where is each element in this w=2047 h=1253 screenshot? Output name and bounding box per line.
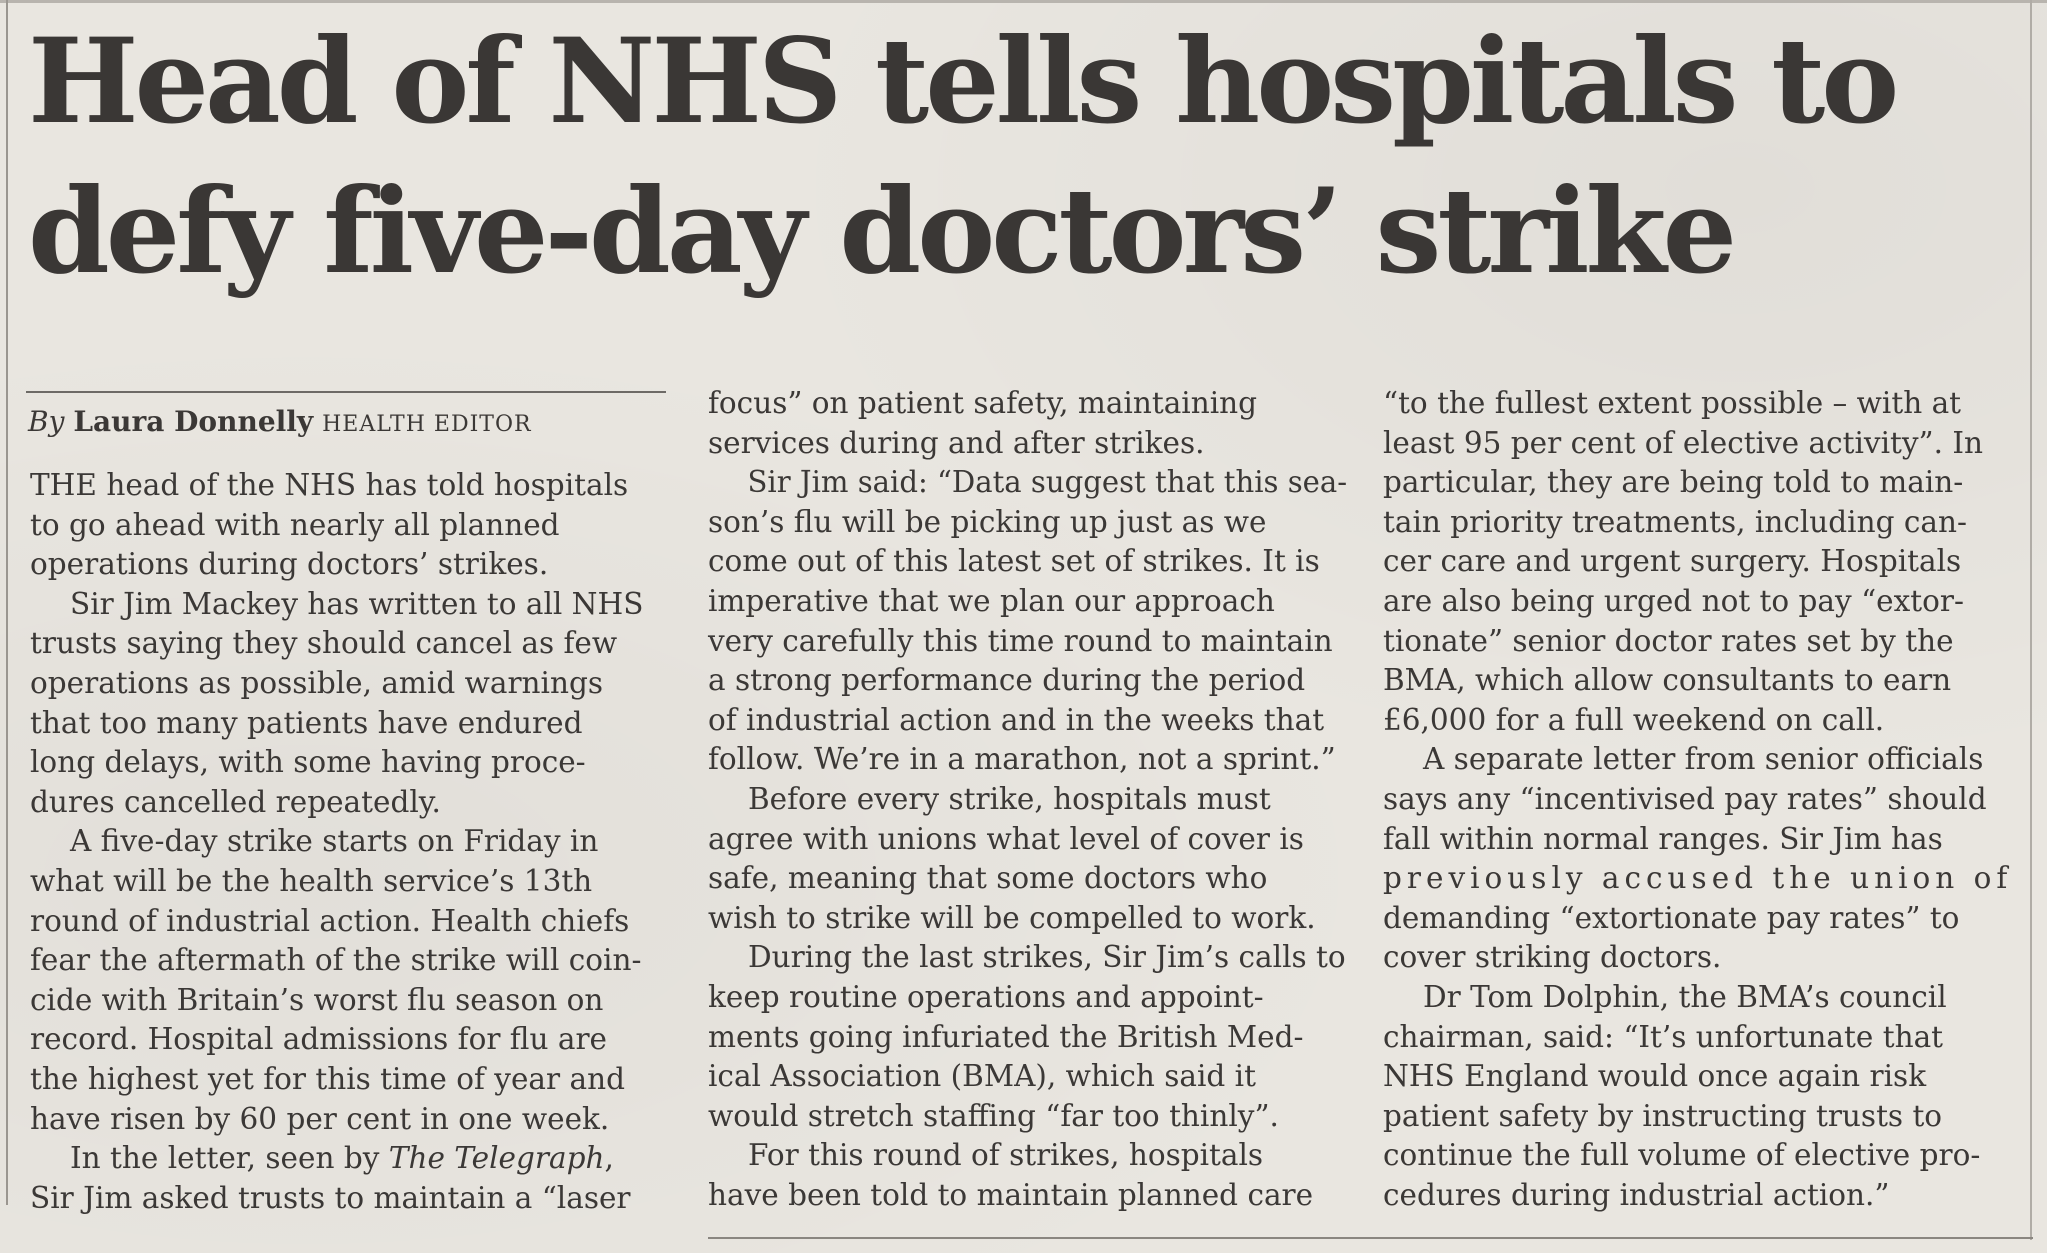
column-line: NHS England would once again risk — [1383, 1059, 1927, 1094]
column-line: to go ahead with nearly all planned — [30, 507, 560, 542]
column-line: the highest yet for this time of year and — [30, 1061, 625, 1096]
column-line: particular, they are being told to main- — [1383, 465, 1964, 500]
article-column-3 — [1383, 384, 2023, 1215]
telegraph-pre: In the letter, seen by — [70, 1141, 389, 1176]
left-column-rule — [6, 0, 8, 1205]
article-column-2 — [708, 384, 1348, 1215]
column-line: THE head of the NHS has told hospitals — [30, 468, 629, 502]
column-line: Sir Jim Mackey has written to all NHS — [70, 586, 644, 621]
bottom-rule — [708, 1237, 2033, 1239]
column-line: previously accused the union of — [1383, 861, 2013, 896]
byline-by: By — [28, 405, 65, 438]
column-line: would stretch staffing “far too thinly”. — [708, 1098, 1279, 1133]
column-line: operations during doctors’ strikes. — [30, 547, 549, 582]
article-column-1 — [30, 466, 670, 1218]
column-line: follow. We’re in a marathon, not a sprint.” — [708, 742, 1336, 777]
column-line: that too many patients have endured — [30, 705, 583, 740]
column-line: Before every strike, hospitals must — [748, 781, 1271, 816]
column-line: chairman, said: “It’s unfortunate that — [1383, 1019, 1944, 1054]
byline-rule — [26, 391, 666, 393]
column-line: tionate” senior doctor rates set by the — [1383, 623, 1954, 658]
column-line: wish to strike will be compelled to work. — [708, 900, 1316, 935]
column-line: are also being urged not to pay “extor- — [1383, 583, 1964, 618]
column-line: of industrial action and in the weeks that — [708, 702, 1325, 737]
column-line: trusts saying they should cancel as few — [30, 626, 618, 661]
column-line: During the last strikes, Sir Jim’s calls to — [748, 940, 1346, 975]
column-line: cide with Britain’s worst flu season on — [30, 982, 604, 1017]
top-rule — [0, 0, 2047, 3]
column-line: Sir Jim asked trusts to maintain a “laser — [30, 1180, 631, 1215]
column-line: patient safety by instructing trusts to — [1383, 1098, 1943, 1133]
column-line: dures cancelled repeatedly. — [30, 784, 441, 819]
column-line: what will be the health service’s 13th — [30, 863, 593, 898]
headline — [28, 6, 2018, 306]
column-line: agree with unions what level of cover is — [708, 821, 1304, 856]
column-line: cedures during industrial action.” — [1383, 1177, 1890, 1212]
column-line: Dr Tom Dolphin, the BMA’s council — [1423, 979, 1947, 1014]
column-line: continue the full volume of elective pro- — [1383, 1138, 1981, 1173]
column-line: services during and after strikes. — [708, 425, 1205, 460]
column-line: operations as possible, amid warnings — [30, 665, 604, 700]
column-line: fear the aftermath of the strike will coin- — [30, 943, 642, 978]
byline — [28, 402, 678, 445]
byline-author: Laura Donnelly — [73, 405, 314, 438]
column-line: ments going infuriated the British Med- — [708, 1019, 1304, 1054]
column-line: have been told to maintain planned care — [708, 1177, 1314, 1212]
column-line: “to the fullest extent possible – with at — [1383, 386, 1962, 420]
column-line: cer care and urgent surgery. Hospitals — [1383, 544, 1962, 579]
column-line: A five-day strike starts on Friday in — [70, 824, 599, 859]
column-line: tain priority treatments, including can- — [1383, 504, 1967, 539]
column-line: Sir Jim said: “Data suggest that this sea- — [747, 465, 1348, 500]
column-line: come out of this latest set of strikes. It is — [708, 544, 1320, 579]
column-line: safe, meaning that some doctors who — [708, 861, 1268, 896]
column-line: have risen by 60 per cent in one week. — [30, 1101, 610, 1136]
column-line: says any “incentivised pay rates” should — [1383, 781, 1987, 816]
column-line: fall within normal ranges. Sir Jim has — [1383, 821, 1943, 856]
column-line: cover striking doctors. — [1383, 940, 1722, 975]
column-line: ical Association (BMA), which said it — [708, 1059, 1256, 1094]
headline-line-2: defy five-day doctors’ strike — [28, 162, 1734, 300]
column-line: record. Hospital admissions for flu are — [30, 1022, 608, 1057]
right-column-rule — [2030, 0, 2032, 1240]
telegraph-post: , — [604, 1141, 614, 1176]
column-line: imperative that we plan our approach — [708, 583, 1275, 618]
column-line: least 95 per cent of elective activity”. In — [1383, 425, 1984, 460]
column-line: son’s flu will be picking up just as we — [708, 504, 1267, 539]
column-line: long delays, with some having proce- — [30, 745, 586, 780]
column-line: A separate letter from senior officials — [1423, 742, 1984, 777]
headline-line-1: Head of NHS tells hospitals to — [28, 12, 1896, 150]
byline-role: HEALTH EDITOR — [322, 412, 532, 437]
column-line: round of industrial action. Health chiefs — [30, 903, 630, 938]
column-line: demanding “extortionate pay rates” to — [1383, 900, 1960, 935]
column-line: very carefully this time round to maintain — [708, 623, 1333, 658]
column-line: BMA, which allow consultants to earn — [1383, 663, 1952, 698]
column-line: For this round of strikes, hospitals — [748, 1138, 1264, 1173]
column-line: keep routine operations and appoint- — [708, 979, 1264, 1014]
publication-name: The Telegraph — [388, 1141, 605, 1176]
column-line: a strong performance during the period — [708, 663, 1306, 698]
column-line: £6,000 for a full weekend on call. — [1383, 702, 1885, 737]
column-line: focus” on patient safety, maintaining — [708, 386, 1258, 420]
column-line-telegraph — [30, 1139, 670, 1179]
